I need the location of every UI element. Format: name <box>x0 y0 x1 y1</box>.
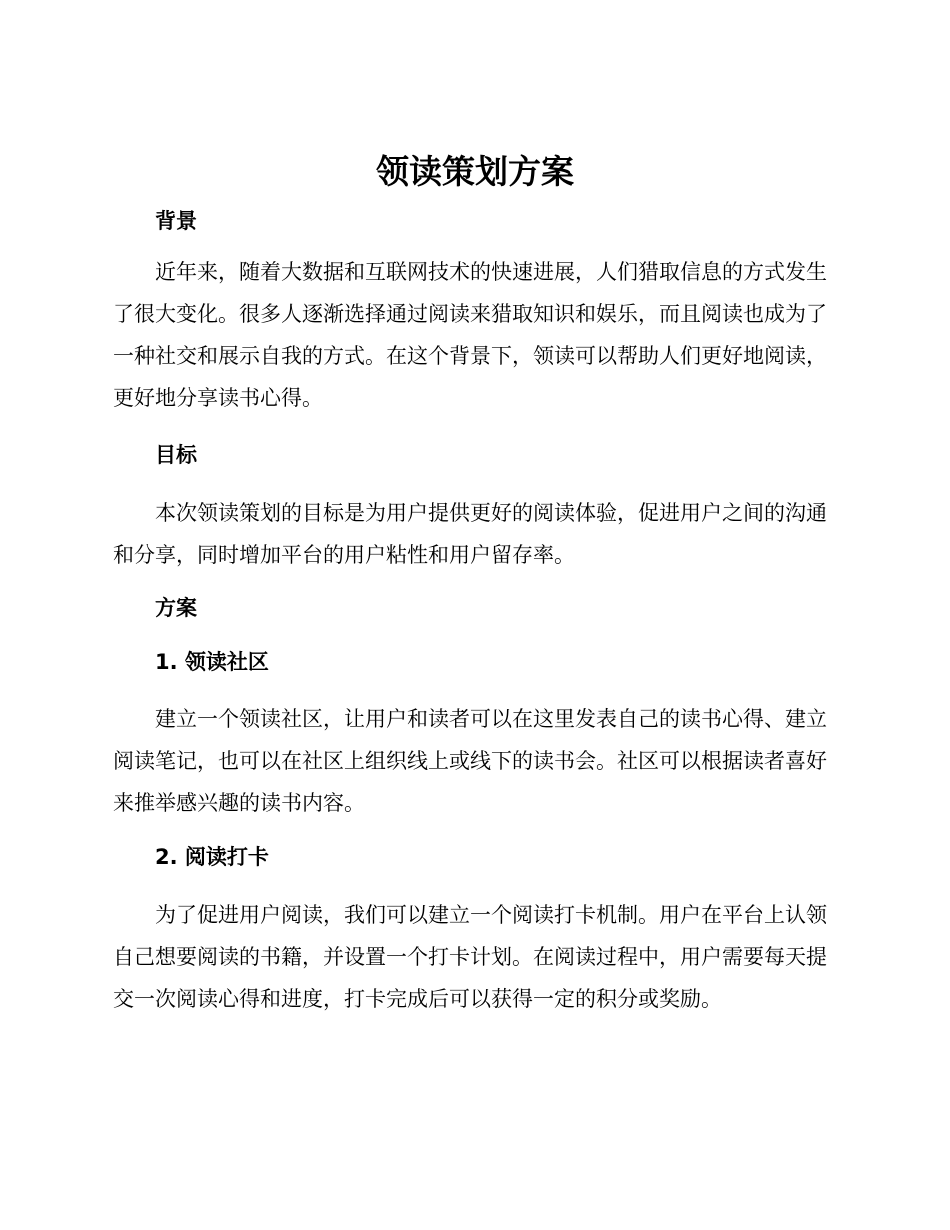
subsection-heading-reading-community: 1. 领读社区 <box>155 650 269 674</box>
section-heading-goal: 目标 <box>155 443 197 467</box>
subsection-paragraph-reading-checkin: 为了促进用户阅读，我们可以建立一个阅读打卡机制。用户在平台上认领自己想要阅读的书籍，并设置一个打卡计划。在阅读过程中，用户需要每天提交一次阅读心得和进度，打卡完成后可以获得一定的积分或奖励。 <box>113 903 827 1011</box>
page-title: 领读策划方案 <box>376 152 574 191</box>
section-paragraph-background: 近年来，随着大数据和互联网技术的快速进展，人们猎取信息的方式发生了很大变化。很多人逐渐选择通过阅读来猎取知识和娱乐，而且阅读也成为了一种社交和展示自我的方式。在这个背景下，领读可以帮助人们更好地阅读，更好地分享读书心得。 <box>113 260 827 410</box>
section-paragraph-goal: 本次领读策划的目标是为用户提供更好的阅读体验，促进用户之间的沟通和分享，同时增加平台的用户粘性和用户留存率。 <box>113 501 827 567</box>
subsection-paragraph-reading-community: 建立一个领读社区，让用户和读者可以在这里发表自己的读书心得、建立阅读笔记，也可以在社区上组织线上或线下的读书会。社区可以根据读者喜好来推举感兴趣的读书内容。 <box>113 707 827 815</box>
subsection-heading-reading-checkin: 2. 阅读打卡 <box>155 845 269 869</box>
section-heading-background: 背景 <box>155 209 197 233</box>
section-heading-plan: 方案 <box>155 596 197 620</box>
